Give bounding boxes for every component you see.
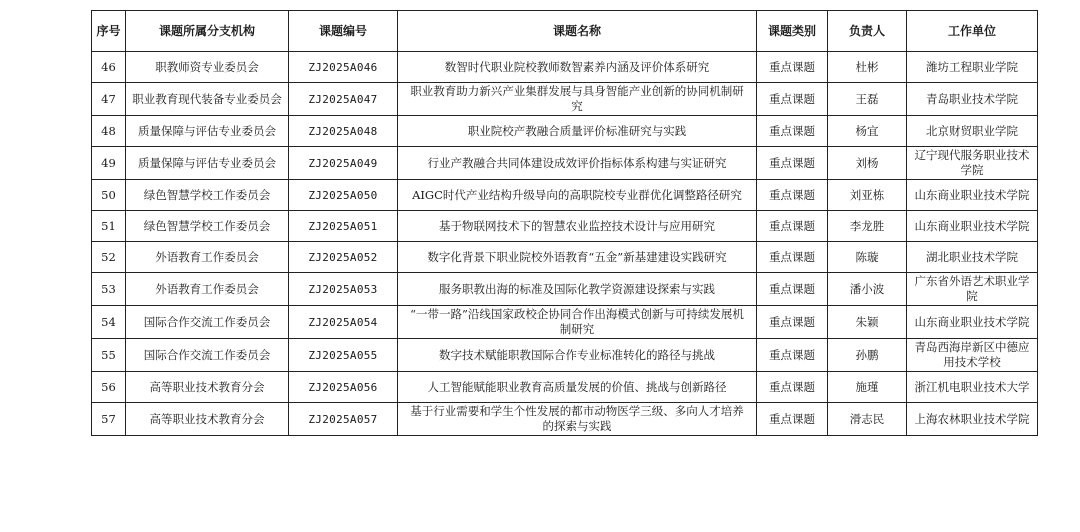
cell-type: 重点课题: [757, 273, 828, 306]
header-code: 课题编号: [289, 11, 398, 52]
document-page: [91, 10, 1037, 436]
cell-no: 57: [92, 403, 126, 436]
cell-lead: 刘杨: [828, 147, 907, 180]
table-row: [92, 403, 1038, 436]
cell-no: 48: [92, 116, 126, 147]
cell-org: 外语教育工作委员会: [126, 273, 289, 306]
cell-no: 49: [92, 147, 126, 180]
cell-code: ZJ2025A048: [289, 116, 398, 147]
cell-org: 高等职业技术教育分会: [126, 372, 289, 403]
cell-no: 56: [92, 372, 126, 403]
cell-type: 重点课题: [757, 339, 828, 372]
cell-no: 46: [92, 52, 126, 83]
cell-no: 55: [92, 339, 126, 372]
project-table: [91, 10, 1038, 436]
header-org: 课题所属分支机构: [126, 11, 289, 52]
cell-lead: 施瑾: [828, 372, 907, 403]
table-row: [92, 339, 1038, 372]
cell-type: 重点课题: [757, 211, 828, 242]
cell-lead: 陈璇: [828, 242, 907, 273]
table-row: [92, 83, 1038, 116]
header-type: 课题类别: [757, 11, 828, 52]
cell-org: 外语教育工作委员会: [126, 242, 289, 273]
cell-unit: 青岛职业技术学院: [907, 83, 1038, 116]
cell-type: 重点课题: [757, 306, 828, 339]
cell-lead: 刘亚栋: [828, 180, 907, 211]
cell-name: 职业教育助力新兴产业集群发展与具身智能产业创新的协同机制研究: [398, 83, 757, 116]
cell-code: ZJ2025A055: [289, 339, 398, 372]
cell-name: 职业院校产教融合质量评价标准研究与实践: [398, 116, 757, 147]
cell-unit: 北京财贸职业学院: [907, 116, 1038, 147]
cell-code: ZJ2025A054: [289, 306, 398, 339]
header-unit: 工作单位: [907, 11, 1038, 52]
cell-org: 绿色智慧学校工作委员会: [126, 180, 289, 211]
cell-org: 职业教育现代装备专业委员会: [126, 83, 289, 116]
table-row: [92, 116, 1038, 147]
cell-type: 重点课题: [757, 83, 828, 116]
cell-unit: 山东商业职业技术学院: [907, 180, 1038, 211]
cell-code: ZJ2025A051: [289, 211, 398, 242]
cell-type: 重点课题: [757, 116, 828, 147]
cell-name: “一带一路”沿线国家政校企协同合作出海模式创新与可持续发展机制研究: [398, 306, 757, 339]
cell-org: 国际合作交流工作委员会: [126, 306, 289, 339]
header-no: 序号: [92, 11, 126, 52]
cell-unit: 潍坊工程职业学院: [907, 52, 1038, 83]
cell-lead: 孙鹏: [828, 339, 907, 372]
cell-unit: 青岛西海岸新区中德应用技术学校: [907, 339, 1038, 372]
table-row: [92, 273, 1038, 306]
cell-name: AIGC时代产业结构升级导向的高职院校专业群优化调整路径研究: [398, 180, 757, 211]
header-name: 课题名称: [398, 11, 757, 52]
cell-code: ZJ2025A049: [289, 147, 398, 180]
cell-type: 重点课题: [757, 372, 828, 403]
cell-unit: 辽宁现代服务职业技术学院: [907, 147, 1038, 180]
table-row: [92, 306, 1038, 339]
cell-org: 质量保障与评估专业委员会: [126, 116, 289, 147]
cell-unit: 湖北职业技术学院: [907, 242, 1038, 273]
cell-type: 重点课题: [757, 403, 828, 436]
cell-org: 质量保障与评估专业委员会: [126, 147, 289, 180]
cell-lead: 杨宜: [828, 116, 907, 147]
cell-code: ZJ2025A052: [289, 242, 398, 273]
cell-name: 数字技术赋能职教国际合作专业标准转化的路径与挑战: [398, 339, 757, 372]
cell-org: 国际合作交流工作委员会: [126, 339, 289, 372]
cell-type: 重点课题: [757, 147, 828, 180]
cell-name: 行业产教融合共同体建设成效评价指标体系构建与实证研究: [398, 147, 757, 180]
cell-lead: 滑志民: [828, 403, 907, 436]
cell-unit: 山东商业职业技术学院: [907, 306, 1038, 339]
header-lead: 负责人: [828, 11, 907, 52]
cell-code: ZJ2025A046: [289, 52, 398, 83]
cell-no: 53: [92, 273, 126, 306]
cell-code: ZJ2025A057: [289, 403, 398, 436]
table-header-row: [92, 11, 1038, 52]
table-row: [92, 180, 1038, 211]
cell-name: 人工智能赋能职业教育高质量发展的价值、挑战与创新路径: [398, 372, 757, 403]
cell-unit: 浙江机电职业技术大学: [907, 372, 1038, 403]
table-row: [92, 372, 1038, 403]
table-row: [92, 52, 1038, 83]
table-row: [92, 242, 1038, 273]
cell-name: 数字化背景下职业院校外语教育“五金”新基建建设实践研究: [398, 242, 757, 273]
cell-name: 基于行业需要和学生个性发展的都市动物医学三级、多向人才培养的探索与实践: [398, 403, 757, 436]
cell-lead: 李龙胜: [828, 211, 907, 242]
cell-unit: 上海农林职业技术学院: [907, 403, 1038, 436]
cell-code: ZJ2025A050: [289, 180, 398, 211]
table-row: [92, 211, 1038, 242]
cell-lead: 杜彬: [828, 52, 907, 83]
cell-name: 基于物联网技术下的智慧农业监控技术设计与应用研究: [398, 211, 757, 242]
cell-org: 职教师资专业委员会: [126, 52, 289, 83]
cell-no: 47: [92, 83, 126, 116]
cell-no: 50: [92, 180, 126, 211]
cell-type: 重点课题: [757, 242, 828, 273]
table-row: [92, 147, 1038, 180]
cell-lead: 王磊: [828, 83, 907, 116]
cell-no: 51: [92, 211, 126, 242]
cell-type: 重点课题: [757, 180, 828, 211]
cell-org: 绿色智慧学校工作委员会: [126, 211, 289, 242]
cell-unit: 山东商业职业技术学院: [907, 211, 1038, 242]
cell-code: ZJ2025A056: [289, 372, 398, 403]
cell-name: 服务职教出海的标准及国际化教学资源建设探索与实践: [398, 273, 757, 306]
cell-no: 52: [92, 242, 126, 273]
cell-code: ZJ2025A047: [289, 83, 398, 116]
cell-org: 高等职业技术教育分会: [126, 403, 289, 436]
cell-name: 数智时代职业院校教师数智素养内涵及评价体系研究: [398, 52, 757, 83]
cell-lead: 朱颖: [828, 306, 907, 339]
cell-type: 重点课题: [757, 52, 828, 83]
cell-lead: 潘小波: [828, 273, 907, 306]
cell-code: ZJ2025A053: [289, 273, 398, 306]
cell-unit: 广东省外语艺术职业学院: [907, 273, 1038, 306]
cell-no: 54: [92, 306, 126, 339]
